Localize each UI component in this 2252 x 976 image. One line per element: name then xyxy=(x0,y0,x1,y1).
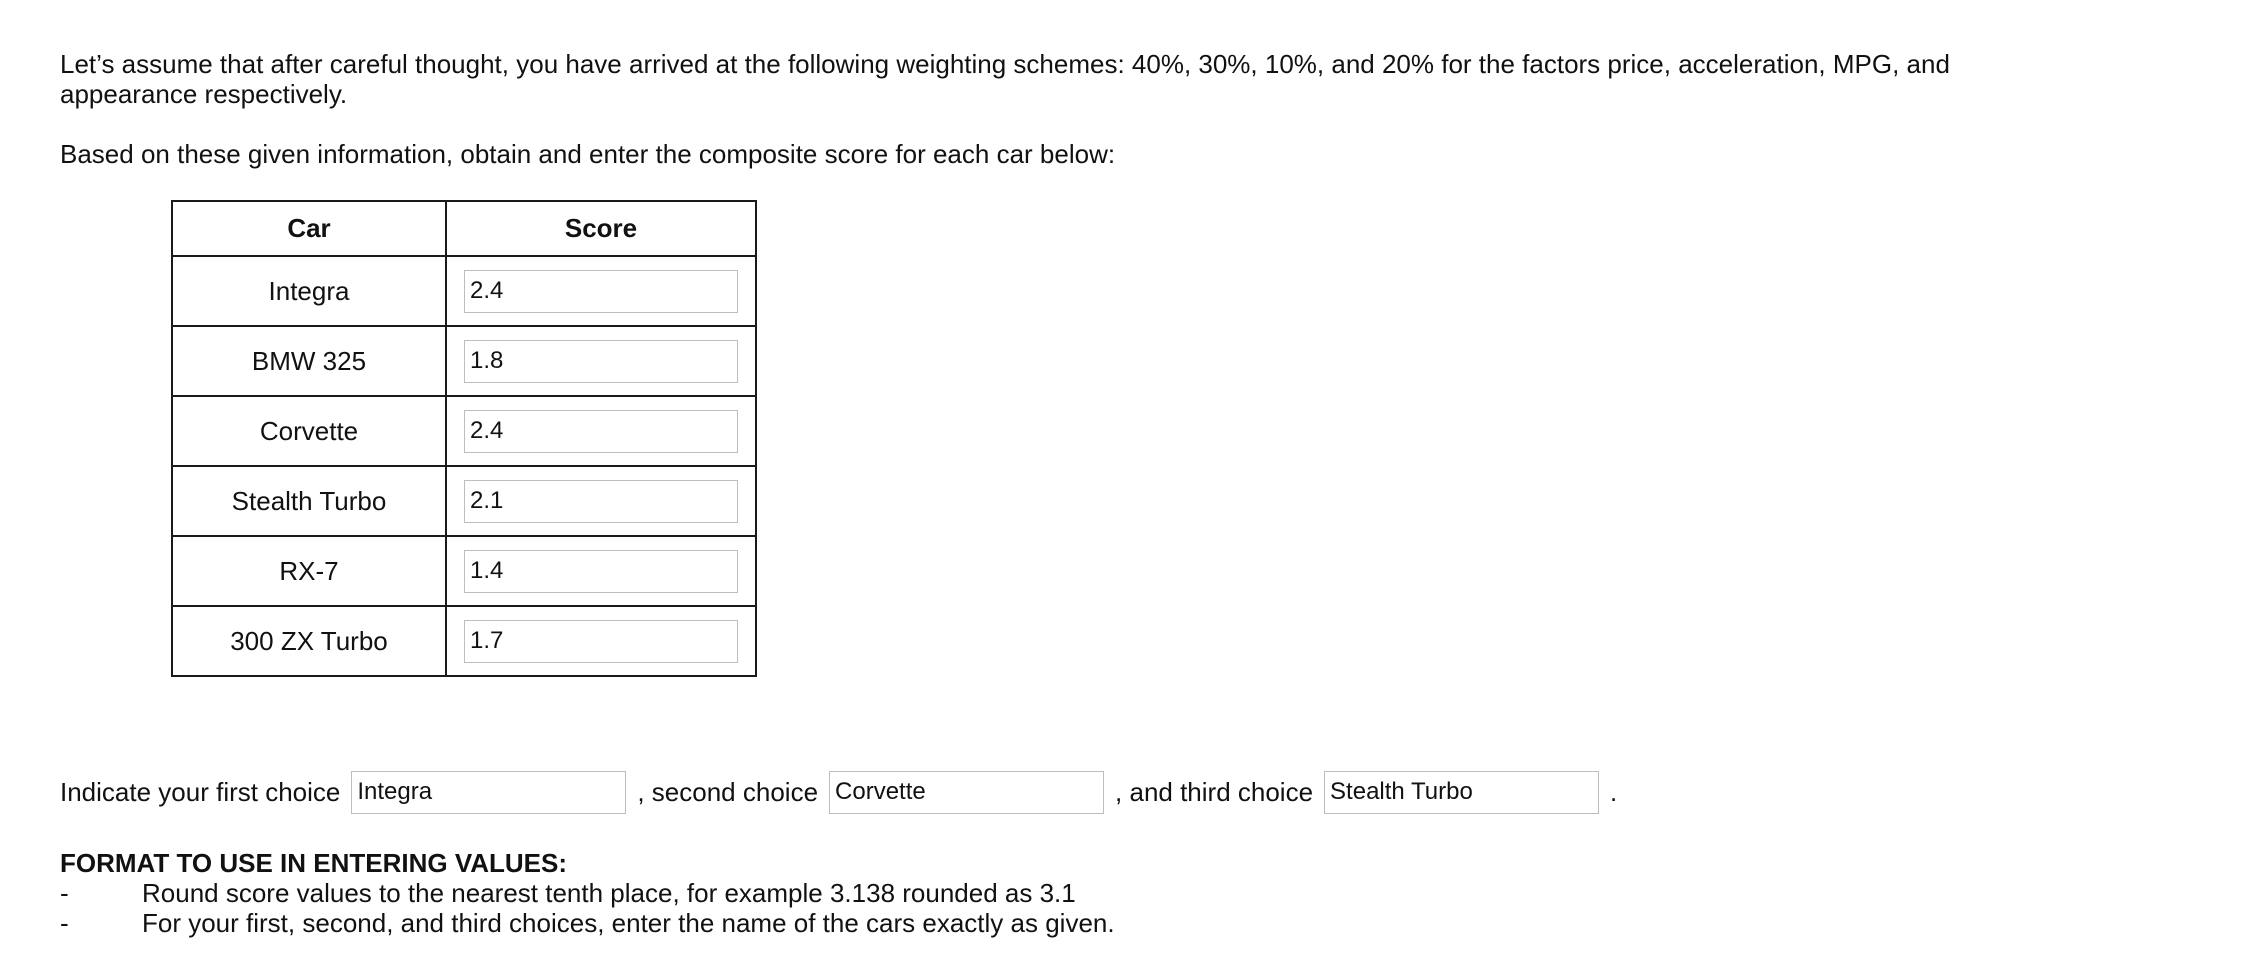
table-row xyxy=(172,606,756,676)
first-choice-label: Indicate your first choice xyxy=(60,776,341,807)
score-input-corvette[interactable] xyxy=(464,410,738,453)
rule-text: Round score values to the nearest tenth place, for example 3.138 rounded as 3.1 xyxy=(142,878,1076,908)
car-name-cell: Stealth Turbo xyxy=(172,466,446,536)
third-choice-input[interactable] xyxy=(1324,771,1599,814)
rule-bullet: - xyxy=(60,908,69,938)
table-row xyxy=(172,536,756,606)
table-row xyxy=(172,326,756,396)
first-choice-input[interactable] xyxy=(351,771,626,814)
second-choice-input[interactable] xyxy=(829,771,1104,814)
score-input-rx-7[interactable] xyxy=(464,550,738,593)
score-cell xyxy=(446,396,756,466)
third-choice-label: , and third choice xyxy=(1115,776,1314,807)
score-input-300-zx-turbo[interactable] xyxy=(464,620,738,663)
instruction-paragraph: Based on these given information, obtain and enter the composite score for each car below: xyxy=(60,139,1116,169)
score-column-header: Score xyxy=(446,201,756,256)
table-header-row xyxy=(172,201,756,256)
score-cell xyxy=(446,326,756,396)
table-row xyxy=(172,256,756,326)
end-period: . xyxy=(1610,776,1618,807)
score-cell xyxy=(446,536,756,606)
format-rule xyxy=(60,908,1115,938)
car-column-header: Car xyxy=(172,201,446,256)
format-title: FORMAT TO USE IN ENTERING VALUES: xyxy=(60,848,568,878)
rule-text: For your first, second, and third choices, enter the name of the cars exactly as given. xyxy=(142,908,1115,938)
score-cell xyxy=(446,466,756,536)
car-name-cell: BMW 325 xyxy=(172,326,446,396)
rule-bullet: - xyxy=(60,878,69,908)
format-instructions xyxy=(60,848,1115,938)
format-rule xyxy=(60,878,1115,908)
score-cell xyxy=(446,256,756,326)
score-cell xyxy=(446,606,756,676)
intro-paragraph: Let’s assume that after careful thought, you have arrived at the following weighting schemes: 40%, 30%, 10%, and 20% for the factors price, acceleration, MPG, and appearance respectively. xyxy=(60,49,1950,109)
score-input-stealth-turbo[interactable] xyxy=(464,480,738,523)
car-name-cell: 300 ZX Turbo xyxy=(172,606,446,676)
score-table xyxy=(171,200,757,677)
table-row xyxy=(172,396,756,466)
second-choice-label: , second choice xyxy=(637,776,819,807)
car-name-cell: RX-7 xyxy=(172,536,446,606)
score-input-integra[interactable] xyxy=(464,270,738,313)
car-name-cell: Integra xyxy=(172,256,446,326)
car-name-cell: Corvette xyxy=(172,396,446,466)
choice-line xyxy=(60,770,1617,814)
score-input-bmw-325[interactable] xyxy=(464,340,738,383)
table-row xyxy=(172,466,756,536)
